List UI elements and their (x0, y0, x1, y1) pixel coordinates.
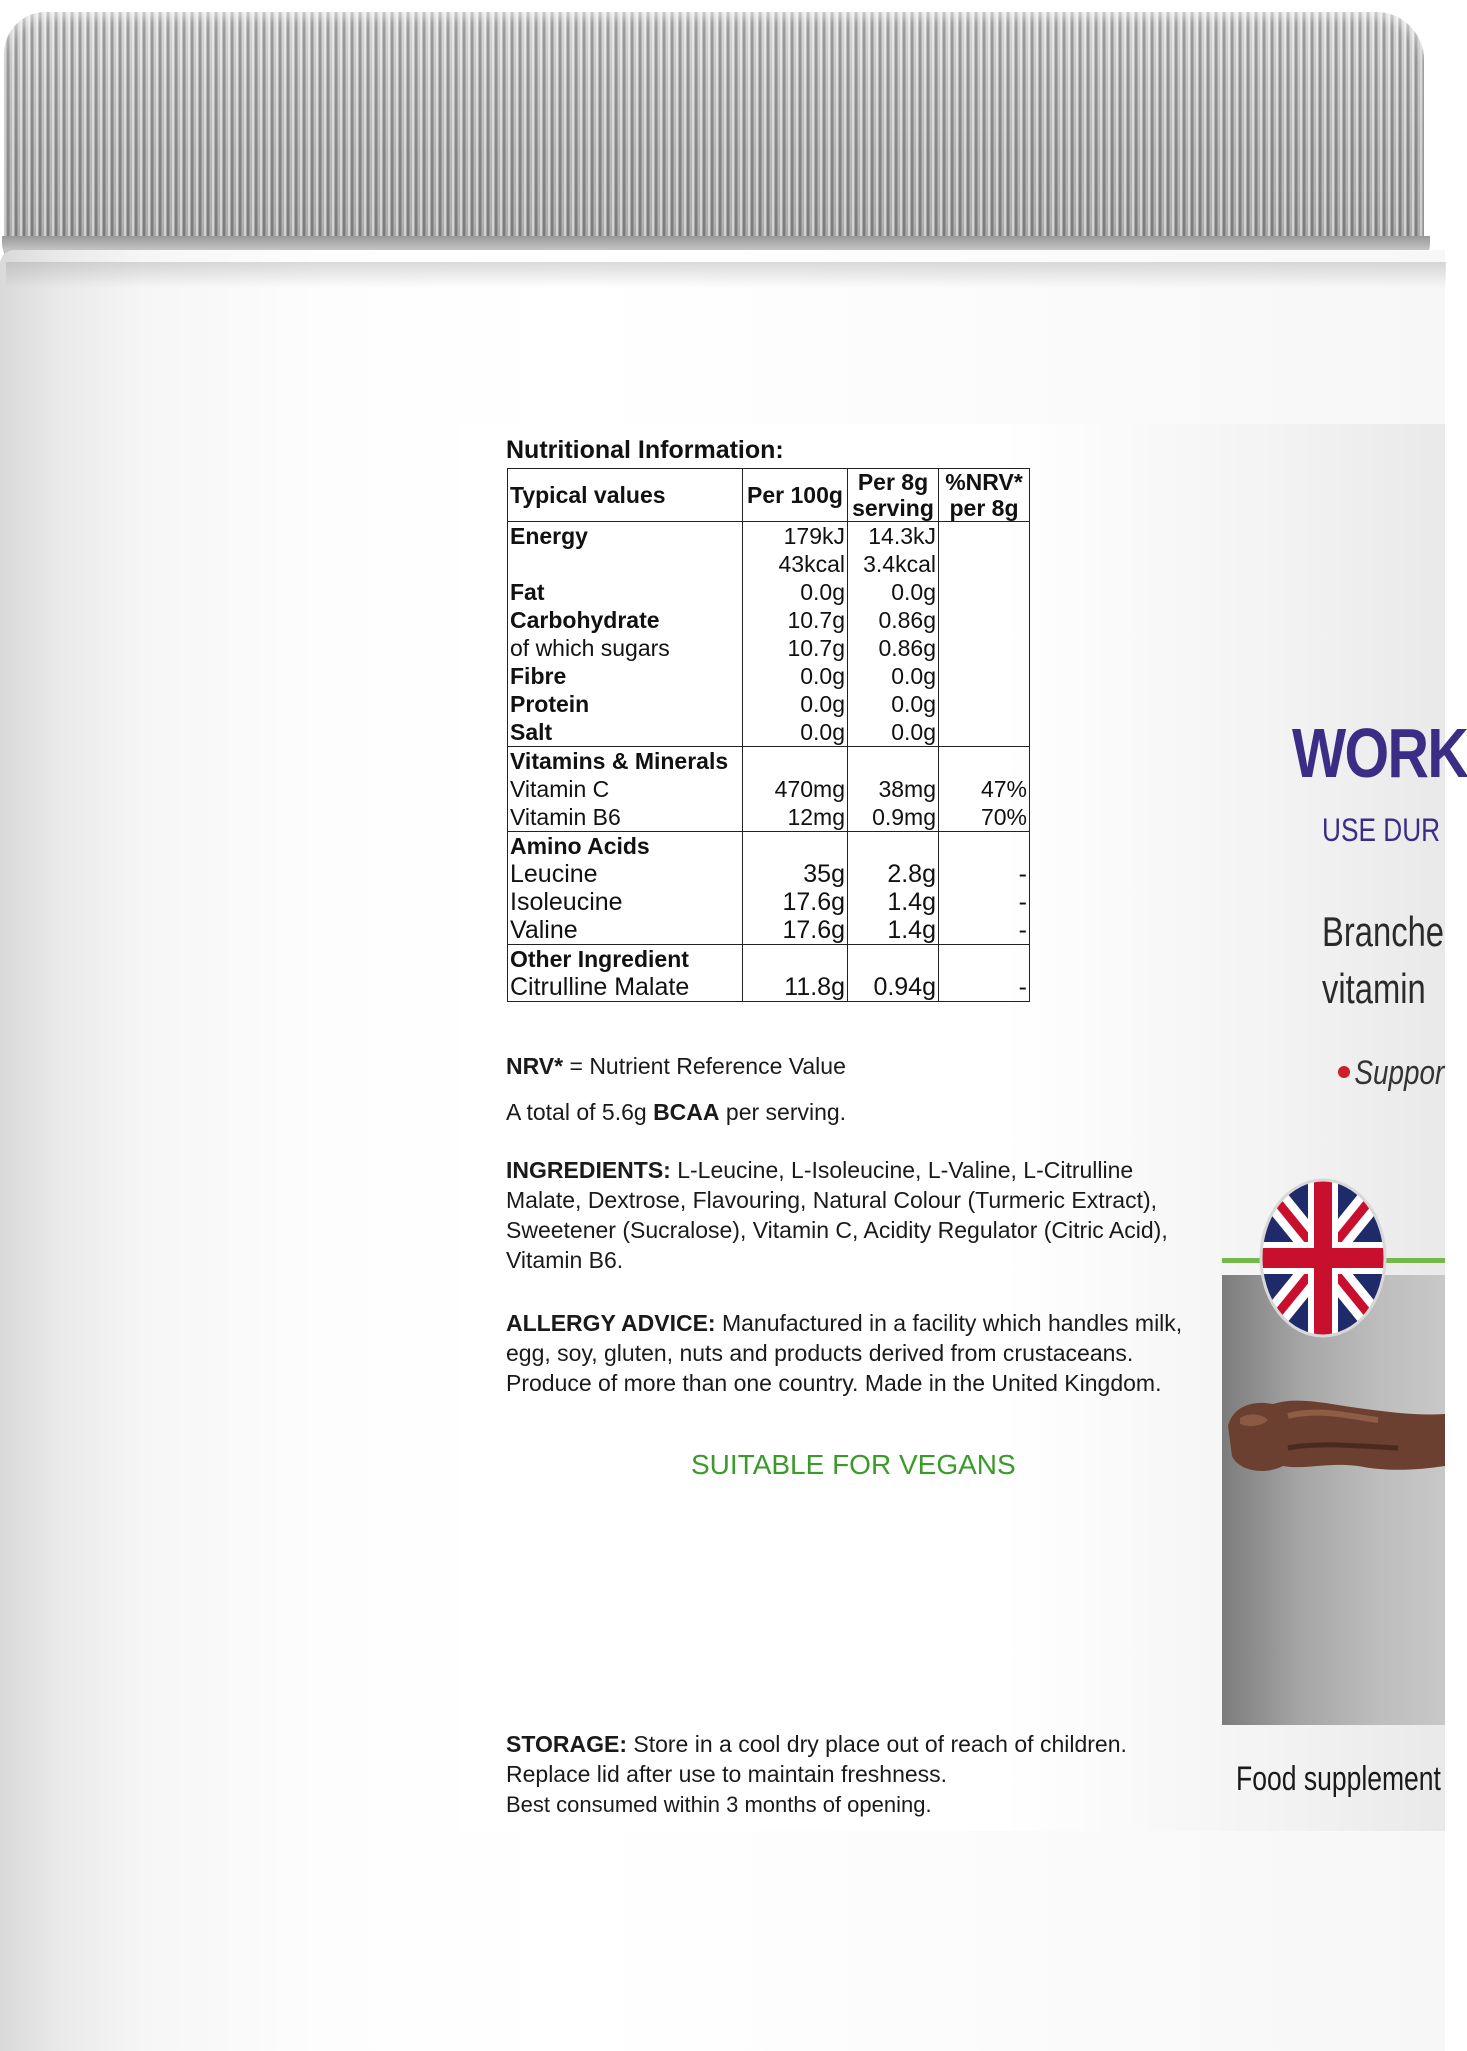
allergy-text: Manufactured in a facility which handles milk, egg, soy, gluten, nuts and products derived from crustaceans. Produce of more than one country. Made in the United Kingdom. (506, 1310, 1183, 1396)
per-100g-value: 10.7g (743, 606, 848, 634)
per-100g-value (743, 945, 848, 974)
nutrient-name: Leucine (508, 860, 743, 888)
storage-line-1: Store in a cool dry place out of reach of children. (626, 1731, 1127, 1757)
nrv-value: 70% (939, 803, 1030, 832)
jar-lid (4, 12, 1424, 274)
nrv-value: - (939, 973, 1030, 1002)
nutrient-name: Other Ingredient (508, 945, 743, 974)
jar-shoulder-shadow (6, 262, 1446, 288)
per-serving-value (848, 945, 939, 974)
per-100g-value: 35g (743, 860, 848, 888)
nutrition-row (508, 945, 1030, 974)
nutrient-name: Isoleucine (508, 888, 743, 916)
nrv-abbrev: NRV* (506, 1053, 564, 1079)
per-serving-value (848, 832, 939, 861)
vegan-badge: SUITABLE FOR VEGANS (691, 1449, 1016, 1480)
ingredients-text: L-Leucine, L-Isoleucine, L-Valine, L-Citrulline Malate, Dextrose, Flavouring, Natural Colour (Turmeric Extract), Sweetener (Sucralose), Vitamin C, Acidity Regulator (Citric Acid), Vitamin B6. (506, 1157, 1168, 1273)
nutrition-row (508, 690, 1030, 718)
nrv-value: 47% (939, 775, 1030, 803)
nutrition-row (508, 775, 1030, 803)
per-100g-value: 0.0g (743, 662, 848, 690)
per-100g-value: 0.0g (743, 578, 848, 606)
nutrition-row (508, 832, 1030, 861)
nutrient-name (508, 550, 743, 578)
nrv-value (939, 718, 1030, 747)
per-100g-value (743, 747, 848, 776)
per-100g-value: 470mg (743, 775, 848, 803)
per-100g-value: 179kJ (743, 522, 848, 551)
per-serving-value: 2.8g (848, 860, 939, 888)
per-100g-value: 10.7g (743, 634, 848, 662)
nutrition-title: Nutritional Information: (506, 436, 784, 464)
nutrient-name: Carbohydrate (508, 606, 743, 634)
per-100g-value: 43kcal (743, 550, 848, 578)
nrv-footnote (506, 1051, 846, 1081)
nutrition-row (508, 522, 1030, 551)
nutrition-row (508, 634, 1030, 662)
nutrition-row (508, 888, 1030, 916)
per-100g-value: 12mg (743, 803, 848, 832)
nutrition-row (508, 916, 1030, 945)
nutrition-row (508, 606, 1030, 634)
bcaa-post: per serving. (719, 1099, 847, 1125)
ingredients-paragraph (506, 1155, 1186, 1275)
nrv-value: - (939, 860, 1030, 888)
per-100g-value: 0.0g (743, 690, 848, 718)
nutrition-table-body (508, 522, 1030, 1002)
per-100g-value: 17.6g (743, 916, 848, 945)
nutrition-row (508, 860, 1030, 888)
nutrition-table (507, 468, 1030, 1002)
brand-title: WORK (1292, 714, 1467, 792)
per-100g-value: 17.6g (743, 888, 848, 916)
per-100g-value: 11.8g (743, 973, 848, 1002)
nrv-value: - (939, 916, 1030, 945)
nrv-value (939, 634, 1030, 662)
nrv-value (939, 945, 1030, 974)
per-100g-value (743, 832, 848, 861)
nutrient-name: Energy (508, 522, 743, 551)
per-serving-value: 0.86g (848, 634, 939, 662)
nutrition-header-row (508, 469, 1030, 522)
nutrient-name: Vitamin C (508, 775, 743, 803)
per-serving-value: 38mg (848, 775, 939, 803)
nutrition-row (508, 662, 1030, 690)
nrv-value: - (939, 888, 1030, 916)
allergy-paragraph (506, 1308, 1186, 1398)
per-serving-value: 14.3kJ (848, 522, 939, 551)
nutrient-name: Vitamins & Minerals (508, 747, 743, 776)
header-per-100g: Per 100g (743, 469, 848, 522)
nutrient-name: Valine (508, 916, 743, 945)
nrv-value (939, 522, 1030, 551)
nutrient-name: Fat (508, 578, 743, 606)
product-description (1322, 903, 1444, 1017)
union-jack-flag-icon (1258, 1178, 1388, 1338)
desc-line-2: vitamin (1322, 965, 1426, 1012)
nutrition-row (508, 550, 1030, 578)
nutrition-row (508, 718, 1030, 747)
nutrition-row (508, 578, 1030, 606)
nrv-value (939, 832, 1030, 861)
nutrient-name: Salt (508, 718, 743, 747)
nrv-value (939, 747, 1030, 776)
flexed-arm-image (1228, 1386, 1445, 1486)
benefit-bullet (1338, 1054, 1444, 1093)
usage-subtitle: USE DUR (1322, 812, 1441, 848)
bcaa-word: BCAA (653, 1099, 720, 1125)
nrv-value (939, 550, 1030, 578)
bcaa-pre: A total of 5.6g (506, 1099, 654, 1125)
nrv-value (939, 578, 1030, 606)
nutrition-row (508, 973, 1030, 1002)
nrv-definition: = Nutrient Reference Value (563, 1053, 846, 1079)
desc-line-1: Branche (1322, 908, 1445, 955)
per-serving-value: 1.4g (848, 888, 939, 916)
per-serving-value: 0.94g (848, 973, 939, 1002)
storage-paragraph (506, 1729, 1206, 1820)
nutrition-row (508, 803, 1030, 832)
allergy-label: ALLERGY ADVICE: (506, 1310, 716, 1336)
storage-label: STORAGE: (506, 1731, 627, 1757)
bcaa-total (506, 1097, 846, 1127)
per-serving-value: 0.86g (848, 606, 939, 634)
food-supplement-text: Food supplement (1236, 1760, 1441, 1798)
storage-line-2: Replace lid after use to maintain freshness. (506, 1761, 948, 1787)
per-serving-value: 0.0g (848, 662, 939, 690)
header-typical-values: Typical values (508, 469, 743, 522)
header-nrv: %NRV* per 8g (939, 469, 1030, 522)
nrv-value (939, 662, 1030, 690)
per-100g-value: 0.0g (743, 718, 848, 747)
per-serving-value: 1.4g (848, 916, 939, 945)
nutrient-name: Amino Acids (508, 832, 743, 861)
per-serving-value: 0.9mg (848, 803, 939, 832)
per-serving-value: 0.0g (848, 578, 939, 606)
nutrition-row (508, 747, 1030, 776)
nutrient-name: Fibre (508, 662, 743, 690)
header-per-serving: Per 8g serving (848, 469, 939, 522)
ingredients-label: INGREDIENTS: (506, 1157, 671, 1183)
nutrient-name: of which sugars (508, 634, 743, 662)
nutrient-name: Protein (508, 690, 743, 718)
benefit-bullet-text: Suppor (1354, 1054, 1445, 1092)
storage-line-3: Best consumed within 3 months of opening. (506, 1792, 932, 1817)
nrv-value (939, 690, 1030, 718)
nutrient-name: Citrulline Malate (508, 973, 743, 1002)
nrv-value (939, 606, 1030, 634)
per-serving-value: 3.4kcal (848, 550, 939, 578)
per-serving-value (848, 747, 939, 776)
nutrient-name: Vitamin B6 (508, 803, 743, 832)
per-serving-value: 0.0g (848, 690, 939, 718)
athlete-photo-panel (1222, 1275, 1445, 1725)
per-serving-value: 0.0g (848, 718, 939, 747)
